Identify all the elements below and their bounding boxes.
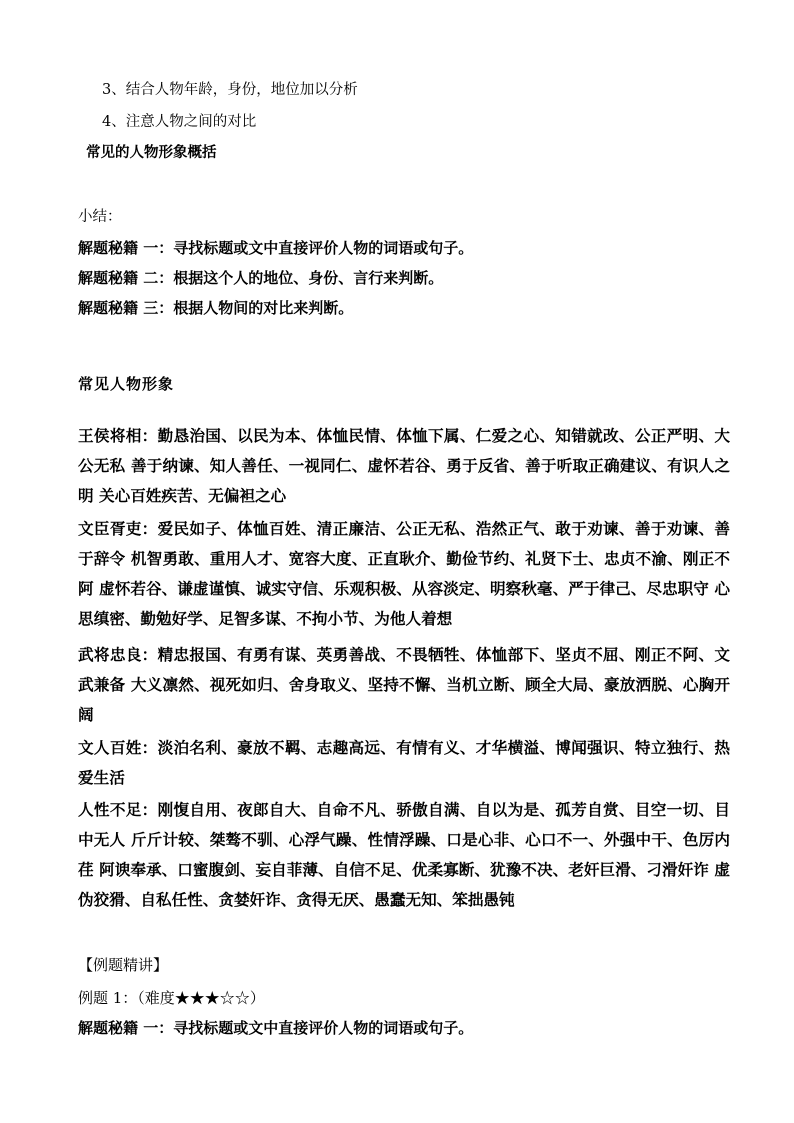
summary-label: 小结： [78,209,122,225]
category-text: 勤恳治国、以民为本、体恤民情、体恤下属、仁爱之心、知错就改、公正严明、大公无私 善于纳谏、知人善任、一视同仁、虚怀若谷、勇于反省、善于听取正确建议、有识人之明 关心百姓疾苦、无偏袒之心 [78,426,730,505]
tip-4: 4、注意人物之间的对比 [102,114,257,130]
section-title: 常见人物形象 [78,375,175,393]
category-text: 爱民如子、体恤百姓、清正廉洁、公正无私、浩然正气、敢于劝谏、善于劝谏、善于辞令 机智勇敢、重用人才、宽容大度、正直耿介、勤俭节约、礼贤下士、忠贞不渝、刚正不阿 虚怀若谷、谦虚谨慎、诚实守信、乐观积极、从容淡定、明察秋毫、严于律己、尽忠职守 心思缜密、勤勉好学、足智多谋、不拘小节、为他人着想 [78,519,730,628]
category-lead: 文人百姓： [78,738,158,757]
category-paragraph-flaws [78,795,730,915]
example-label: 例题 1：（难度★★★☆☆） [78,989,265,1007]
category-text: 淡泊名利、豪放不羁、志趣高远、有情有义、才华横溢、博闻强识、特立独行、热爱生活 [78,738,730,787]
category-paragraph-royalty [78,421,730,511]
category-lead: 武将忠良： [78,645,158,664]
category-paragraph-officials [78,514,730,634]
summary-item-1: 解题秘籍 一：寻找标题或文中直接评价人物的词语或句子。 [78,239,474,257]
example-tip: 解题秘籍 一：寻找标题或文中直接评价人物的词语或句子。 [78,1019,474,1037]
category-text: 精忠报国、有勇有谋、英勇善战、不畏牺牲、体恤部下、坚贞不屈、刚正不阿、文武兼备 大义凛然、视死如归、舍身取义、坚持不懈、当机立断、顾全大局、豪放洒脱、心胸开阔 [78,645,730,724]
common-image-heading: 常见的人物形象概括 [86,144,217,161]
category-lead: 王侯将相： [78,426,158,445]
category-paragraph-generals [78,640,730,730]
tip-3: 3、结合人物年龄，身份，地位加以分析 [102,82,358,98]
category-paragraph-literati [78,733,730,793]
category-lead: 文臣胥吏： [78,519,158,538]
summary-item-3: 解题秘籍 三：根据人物间的对比来判断。 [78,299,354,317]
category-lead: 人性不足： [78,800,158,819]
example-heading: 【例题精讲】 [78,956,169,974]
category-text: 刚愎自用、夜郎自大、自命不凡、骄傲自满、自以为是、孤芳自赏、目空一切、目中无人 斤斤计较、桀骜不驯、心浮气躁、性情浮躁、口是心非、心口不一、外强中干、色厉内荏 阿谀奉承、口蜜腹剑、妄自菲薄、自信不足、优柔寡断、犹豫不决、老奸巨滑、刁滑奸诈 虚伪狡猾、自私任性、贪婪奸诈、贪得无厌、愚蠢无知、笨拙愚钝 [78,800,730,909]
summary-item-2: 解题秘籍 二：根据这个人的地位、身份、言行来判断。 [78,269,444,287]
